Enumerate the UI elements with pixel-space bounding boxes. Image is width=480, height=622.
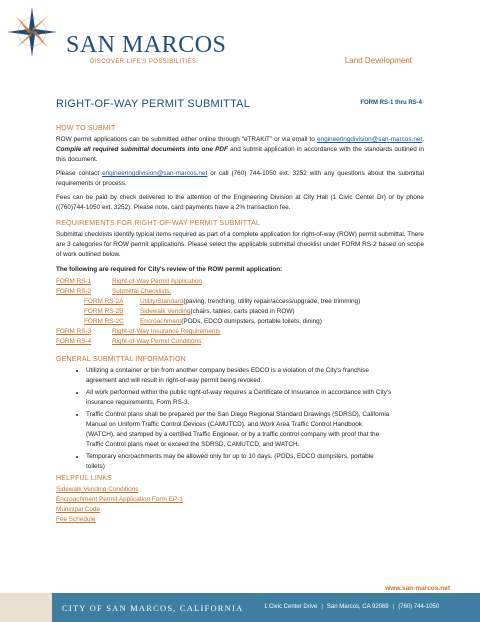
form-label-link[interactable]: Submittal Checklists: [112,288,172,295]
footer-street: 1 Civic Center Drive [264,604,318,610]
footer-address [264,604,439,610]
form-label-link[interactable]: Right-of-Way Permit Application [112,278,202,285]
form-row [56,327,424,337]
general-info-list [56,366,424,472]
text: and submit application in accordance with the standards outlined in this document. [56,146,424,163]
email-link[interactable]: engineeringdivision@san-marcos.net [316,136,423,143]
list-item: • All work performed within the public right-of-way requires a Certificate of Insurance in accordance with City's insurance requirements, Form RS-3. [86,388,424,408]
section-heading-requirements: REQUIREMENTS FOR RIGHT-OF-WAY PERMIT SUBMITTAL [56,220,261,227]
website-url[interactable]: www.san-marcos.net [385,585,450,592]
email-link[interactable]: engineeringdivision@san-marcos.net [102,170,208,177]
text: ROW permit applications can be submitted either online through “eTRAKiT” or via email to [56,136,317,143]
form-range: FORM RS-1 thru RS-4 [360,100,422,106]
form-label-link[interactable]: Utility/Standard [140,298,184,305]
form-label-link[interactable]: Right-of-Way Insurance Requirements [112,328,221,335]
separator: | [392,604,395,610]
form-description: (PODs, EDCO dumpsters, portable toilets, dining) [181,318,322,325]
section-heading-how-to-submit: HOW TO SUBMIT [56,125,116,132]
footer-city-zip: San Marcos, CA 92069 [326,604,389,610]
text: or call (760) 744-1050 ext. 3252 with any questions about the submittal requirements or process. [56,170,424,187]
form-label-link[interactable]: Sidewalk Vending [140,308,191,315]
form-description: (chairs, tables, carts placed in ROW) [190,308,295,315]
brand-name: SAN MARCOS [66,32,227,58]
form-code-link[interactable]: FORM RS-2C [84,318,124,325]
paragraph [56,135,424,165]
separator: | [321,604,323,610]
helpful-link[interactable]: Municipal Code [56,506,101,513]
form-row [56,307,424,317]
list-item: • Utilizing a container or bin from another company besides EDCO is a violation of the City's franchise agreement and will result in right-of-way permit being revoked. [86,366,424,386]
document-body [56,124,424,525]
paragraph: Submittal checklists identify typical items required as part of a complete application for right-of-way (ROW) permit submittal. There are 3 categories for ROW permit applications. Please select the applicable submittal checklist under FORM RS-2 based on scope of work outlined below. [56,231,424,258]
section-heading-general: GENERAL SUBMITTAL INFORMATION [56,356,186,363]
form-description: (paving, trenching, utility repair/access/upgrade, tree trimming) [183,298,361,305]
brand-tagline: DISCOVER LIFE'S POSSIBILITIES [90,59,197,65]
list-item: • Temporary encroachments may be allowed only for up to 10 days. (PODs, EDCO dumpsters, portable toilets) [86,452,424,472]
form-code-link[interactable]: FORM RS-2B [84,308,124,315]
helpful-link[interactable]: Fee Schedule [56,516,96,523]
footer-phone: (760) 744-1050 [398,604,440,610]
list-item: • Traffic Control plans shall be prepared per the San Diego Regional Standard Drawings (SDRSD), California Manual on Uniform Traffic Control Devices (CAMUTCD), and Work Area Traffic Control Handbook (WATCH), and stamped by a certified Traffic Engineer, or by a traffic control company with proof that the Traffic Control plans meet or exceed the SDRSD, CAMUTCD, and WATCH. [86,410,424,450]
footer-bar [0,593,480,622]
paragraph [56,169,424,189]
form-label-link[interactable]: Right-of-Way Permit Conditions [112,338,202,345]
form-row [56,297,424,307]
text: . [422,136,424,143]
page-title: RIGHT-OF-WAY PERMIT SUBMITTAL [56,98,251,110]
compass-star-logo-icon [6,6,58,58]
form-label-link[interactable]: Encroachment [140,318,182,325]
emphasis-text: Compile all required submittal documents into one PDF [56,146,228,153]
footer-city-name: CITY OF SAN MARCOS, CALIFORNIA [62,603,244,613]
requirements-lead: The following are required for City's review of the ROW permit application: [56,266,283,273]
form-code-link[interactable]: FORM RS-2A [84,298,124,305]
form-code-link[interactable]: FORM RS-3 [56,328,92,335]
form-code-link[interactable]: FORM RS-1 [56,278,92,285]
form-row [56,277,424,287]
department-label: Land Development [344,56,412,65]
form-row [56,287,424,297]
text: Please contact [56,170,103,177]
paragraph: Fees can be paid by check delivered to the attention of the Engineering Division at City Hall (1 Civic Center Dr) or by phone ((760)744-1050 ext. 3252). Please note, card payments have a 2% transaction fee. [56,194,424,211]
helpful-link[interactable]: Sidewalk Vending Conditions [56,486,139,493]
footer-accent-block [0,593,52,622]
form-code-link[interactable]: FORM RS-4 [56,338,92,345]
form-row [56,317,424,327]
form-code-link[interactable]: FORM RS-2 [56,288,92,295]
helpful-link[interactable]: Encroachment Permit Application Form EP-1 [56,496,183,503]
section-heading-helpful-links: HELPFUL LINKS [56,475,113,482]
form-row [56,337,424,347]
